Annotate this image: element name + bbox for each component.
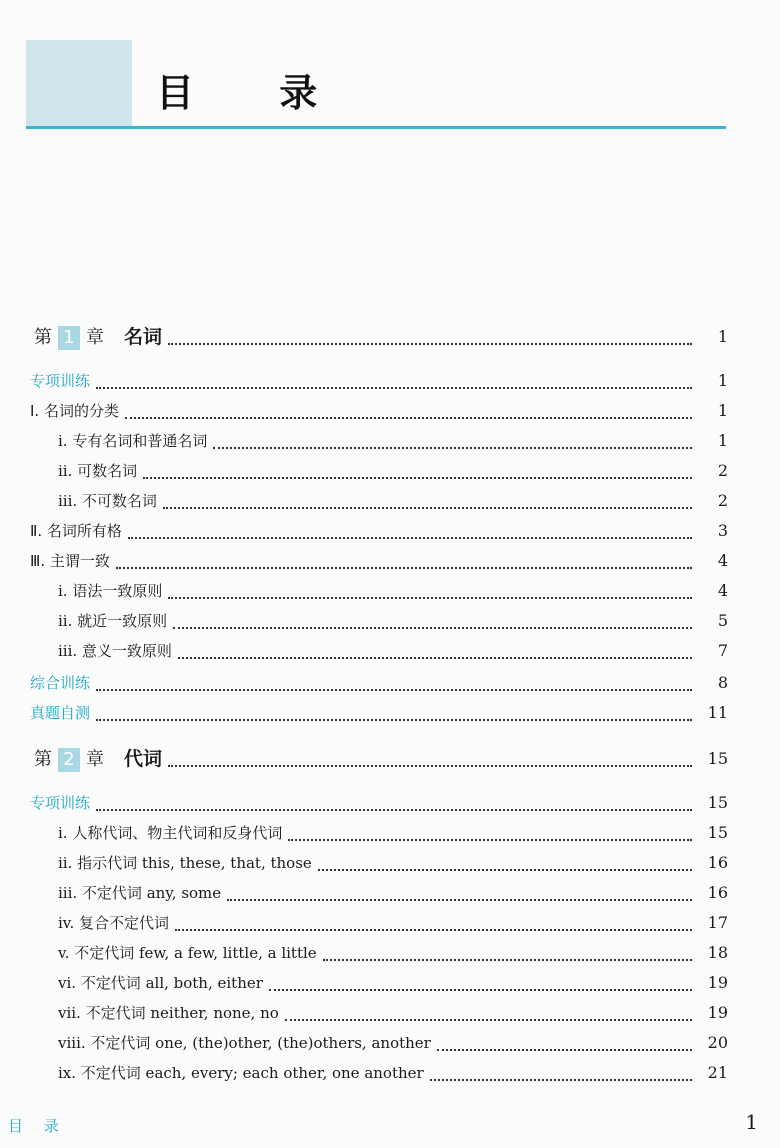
page-number: 2	[717, 490, 728, 510]
leader-dots	[143, 467, 692, 479]
title-underline	[26, 126, 726, 129]
entry-label: iii. 不定代词 any, some	[58, 883, 222, 902]
page-number: 18	[707, 942, 728, 962]
toc-entry[interactable]	[58, 938, 728, 966]
entry-label: ix. 不定代词 each, every; each other, one another	[58, 1063, 424, 1082]
toc-entry[interactable]	[58, 818, 728, 846]
page-number: 19	[707, 972, 728, 992]
entry-label: v. 不定代词 few, a few, little, a little	[58, 943, 317, 962]
chapter-number: 2	[58, 748, 80, 772]
leader-dots	[227, 889, 692, 901]
leader-dots	[168, 587, 692, 599]
page-number: 19	[707, 1002, 728, 1022]
leader-dots	[125, 407, 692, 419]
toc-entry[interactable]	[58, 998, 728, 1026]
leader-dots	[96, 709, 692, 721]
toc-entry[interactable]	[30, 698, 728, 726]
leader-dots	[128, 527, 692, 539]
title-decoration	[26, 40, 132, 128]
entry-label: ii. 可数名词	[58, 461, 138, 480]
entry-label: i. 专有名词和普通名词	[58, 431, 208, 450]
toc-entry[interactable]	[30, 546, 728, 574]
page-number: 4	[717, 580, 728, 600]
page-number: 5	[717, 610, 728, 630]
entry-label: vi. 不定代词 all, both, either	[58, 973, 263, 992]
toc-chapter-1[interactable]	[34, 322, 728, 350]
entry-label: 专项训练	[30, 371, 91, 390]
page-number: 16	[707, 852, 728, 872]
page-number: 7	[717, 640, 728, 660]
entry-label: iv. 复合不定代词	[58, 913, 170, 932]
leader-dots	[163, 497, 692, 509]
page-number: 1	[717, 370, 728, 390]
toc-entry[interactable]	[58, 878, 728, 906]
entry-label: Ⅰ. 名词的分类	[30, 401, 119, 420]
leader-dots	[269, 979, 692, 991]
leader-dots	[173, 617, 692, 629]
entry-label: Ⅲ. 主谓一致	[30, 551, 110, 570]
leader-dots	[168, 755, 692, 767]
chapter-suffix: 章	[86, 749, 104, 770]
leader-dots	[175, 919, 692, 931]
leader-dots	[437, 1039, 692, 1051]
page-number: 17	[707, 912, 728, 932]
page-number: 4	[717, 550, 728, 570]
toc-entry[interactable]	[58, 1058, 728, 1086]
leader-dots	[96, 679, 692, 691]
toc-entry[interactable]	[30, 788, 728, 816]
page-number: 11	[707, 702, 728, 722]
page-number: 8	[717, 672, 728, 692]
chapter-name: 代词	[124, 748, 163, 770]
entry-label: ii. 就近一致原则	[58, 611, 168, 630]
page-number: 16	[707, 882, 728, 902]
toc-entry[interactable]	[58, 1028, 728, 1056]
chapter-number: 1	[58, 326, 80, 350]
page-number: 1	[717, 326, 728, 346]
chapter-prefix: 第	[34, 327, 52, 348]
entry-label: i. 人称代词、物主代词和反身代词	[58, 823, 283, 842]
toc-entry[interactable]	[58, 848, 728, 876]
page-number: 21	[707, 1062, 728, 1082]
toc-entry[interactable]	[58, 636, 728, 664]
toc-entry[interactable]	[58, 606, 728, 634]
entry-label: 专项训练	[30, 793, 91, 812]
chapter-heading	[34, 744, 168, 772]
leader-dots	[178, 647, 692, 659]
entry-label: 综合训练	[30, 673, 91, 692]
leader-dots	[323, 949, 692, 961]
toc-entry[interactable]	[58, 908, 728, 936]
page-number: 3	[717, 520, 728, 540]
toc-entry[interactable]	[58, 426, 728, 454]
toc-chapter-2[interactable]	[34, 744, 728, 772]
entry-label: viii. 不定代词 one, (the)other, (the)others, another	[58, 1033, 431, 1052]
chapter-suffix: 章	[86, 327, 104, 348]
leader-dots	[96, 799, 692, 811]
page-number: 1	[717, 430, 728, 450]
chapter-name: 名词	[124, 326, 163, 348]
page-number: 1	[717, 400, 728, 420]
chapter-prefix: 第	[34, 749, 52, 770]
toc-entry[interactable]	[30, 516, 728, 544]
leader-dots	[288, 829, 692, 841]
leader-dots	[430, 1069, 692, 1081]
toc-entry[interactable]	[58, 486, 728, 514]
entry-label: iii. 不可数名词	[58, 491, 157, 510]
chapter-heading	[34, 322, 168, 350]
leader-dots	[116, 557, 692, 569]
toc-entry[interactable]	[30, 396, 728, 424]
footer-label: 目 录	[8, 1117, 67, 1135]
page-number: 2	[717, 460, 728, 480]
leader-dots	[168, 333, 692, 345]
toc-entry[interactable]	[58, 456, 728, 484]
page-number: 15	[707, 822, 728, 842]
entry-label: iii. 意义一致原则	[58, 641, 172, 660]
entry-label: i. 语法一致原则	[58, 581, 163, 600]
leader-dots	[213, 437, 692, 449]
toc-entry[interactable]	[58, 968, 728, 996]
toc-entry[interactable]	[30, 366, 728, 394]
entry-label: vii. 不定代词 neither, none, no	[58, 1003, 279, 1022]
page-number: 20	[707, 1032, 728, 1052]
leader-dots	[96, 377, 692, 389]
page-number: 15	[707, 792, 728, 812]
entry-label: Ⅱ. 名词所有格	[30, 521, 122, 540]
entry-label: 真题自测	[30, 703, 91, 722]
page-number: 15	[707, 748, 728, 768]
entry-label: ii. 指示代词 this, these, that, those	[58, 853, 312, 872]
page-title: 目 录	[156, 71, 354, 115]
toc-entry[interactable]	[30, 668, 728, 696]
leader-dots	[318, 859, 692, 871]
footer-page-number: 1	[745, 1110, 758, 1134]
leader-dots	[285, 1009, 692, 1021]
toc-entry[interactable]	[58, 576, 728, 604]
